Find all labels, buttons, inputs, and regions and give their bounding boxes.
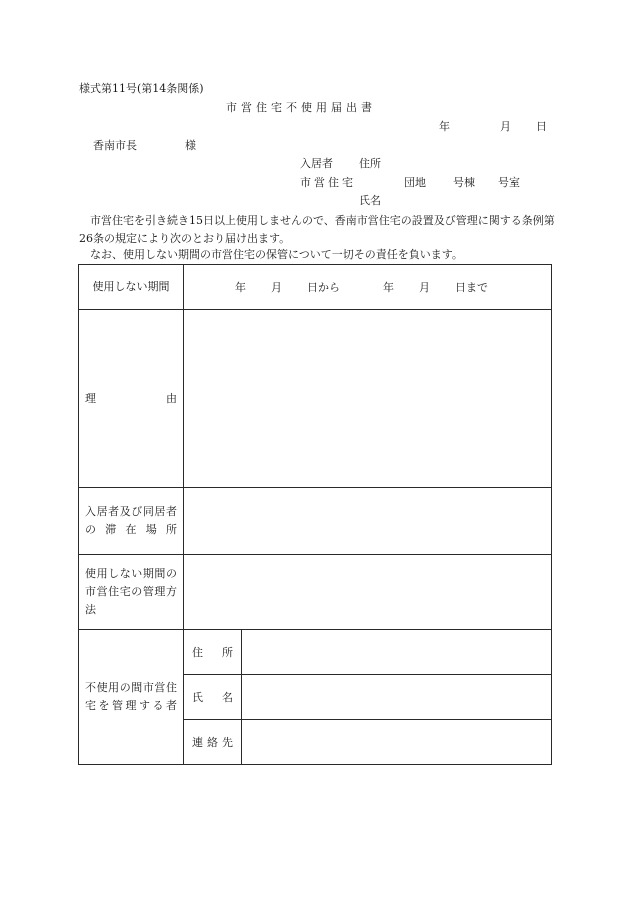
manager-address-label: 住所 — [184, 630, 242, 675]
manager-address-row — [79, 630, 552, 675]
room-label: 号室 — [498, 176, 520, 189]
period-row — [79, 265, 552, 310]
complex-label: 団地 — [404, 176, 426, 189]
notification-table — [78, 264, 552, 765]
resident-label: 入居者 — [300, 157, 333, 170]
addressee — [93, 139, 196, 153]
housing-label: 市営住宅 — [300, 176, 356, 189]
stay-label: 入居者及び同居者の滞在場所 — [79, 488, 184, 555]
stay-field[interactable] — [184, 488, 552, 555]
document-title: 市営住宅不使用届出書 — [226, 101, 376, 114]
stay-row — [79, 488, 552, 555]
resident-name-label: 氏名 — [359, 194, 381, 207]
manager-contact-field[interactable] — [242, 720, 552, 765]
resident-address-label: 住所 — [359, 157, 381, 170]
date-year: 年 — [439, 120, 450, 133]
management-row — [79, 555, 552, 630]
date-day: 日 — [536, 120, 547, 133]
reason-label: 理 由 — [79, 310, 184, 488]
management-field[interactable] — [184, 555, 552, 630]
manager-contact-label: 連絡先 — [184, 720, 242, 765]
reason-row — [79, 310, 552, 488]
building-label: 号棟 — [453, 176, 475, 189]
period-value[interactable]: 年 月 日から 年 月 日まで — [184, 265, 552, 310]
body-paragraph-2: なお、使用しない期間の市営住宅の保管について一切その責任を負います。 — [90, 248, 463, 261]
manager-name-label: 氏名 — [184, 675, 242, 720]
manager-label: 不使用の間市営住宅を管理する者 — [79, 630, 184, 765]
reason-field[interactable] — [184, 310, 552, 488]
body-paragraph-1: 市営住宅を引き続き15日以上使用しませんので、香南市営住宅の設置及び管理に関する条例第26条の規定により次のとおり届け出ます。 — [79, 214, 555, 245]
addressee-honorific: 様 — [185, 139, 196, 152]
period-label: 使用しない期間 — [79, 265, 184, 310]
date-line — [439, 120, 547, 134]
management-label: 使用しない期間の市営住宅の管理方法 — [79, 555, 184, 630]
date-month: 月 — [500, 120, 511, 133]
form-number: 様式第11号(第14条関係) — [79, 82, 204, 95]
addressee-name: 香南市長 — [93, 139, 137, 152]
manager-address-field[interactable] — [242, 630, 552, 675]
manager-name-field[interactable] — [242, 675, 552, 720]
